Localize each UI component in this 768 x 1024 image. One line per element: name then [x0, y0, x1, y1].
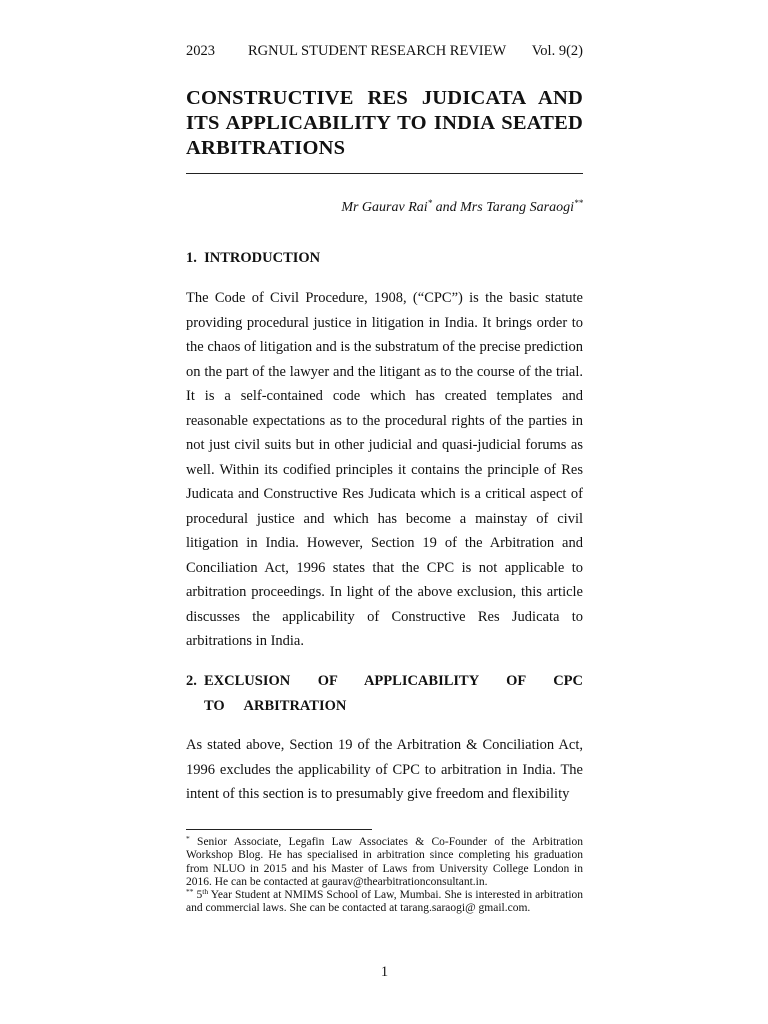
section-2-heading [186, 669, 583, 718]
footnotes [186, 836, 583, 916]
header-year: 2023 [186, 43, 215, 59]
author-joiner: and [432, 200, 461, 215]
section-2-title: EXCLUSION OF APPLICABILITY OF CPC TO ARBITRATION [204, 673, 583, 714]
header-volume: Vol. 9(2) [531, 43, 583, 59]
author-1-name: Mr Gaurav Rai [341, 200, 428, 215]
author-2-footnote-mark[interactable]: ** [574, 198, 583, 208]
section-2-number: 2. [186, 673, 197, 689]
article-title: CONSTRUCTIVE RES JUDICATA AND ITS APPLICABILITY TO INDIA SEATED ARBITRATIONS [186, 87, 583, 159]
section-1-paragraph: The Code of Civil Procedure, 1908, (“CPC”) is the basic statute providing procedural justice in litigation in India. It brings order to the chaos of litigation and is the substratum of the precise prediction on the part of the lawyer and the litigant as to the course of the trial. It is a self-contained code which has created templates and reasonable expectations as to the procedural rights of the parties in not just civil suits but in other judicial and quasi-judicial forums as well. Within its codified principles it contains the principle of Res Judicata and Constructive Res Judicata which is a critical aspect of procedural justice and which has become a mainstay of civil litigation in India. However, Section 19 of the Arbitration and Conciliation Act, 1996 states that the CPC is not applicable to arbitration proceedings. In light of the above exclusion, this article discusses the applicability of Constructive Res Judicata to arbitrations in India. [186, 290, 583, 649]
header-journal-name: RGNUL STUDENT RESEARCH REVIEW [248, 43, 507, 59]
footnote-1 [186, 836, 583, 889]
footnote-2-ordinal-suffix: th [202, 887, 209, 897]
journal-page [186, 0, 583, 1024]
section-2-paragraph: As stated above, Section 19 of the Arbitration & Conciliation Act, 1996 excludes the applicability of CPC to arbitration in India. The intent of this section is to presumably give freedom and flexibility [186, 737, 583, 802]
footnote-1-text: Senior Associate, Legafin Law Associates & Co-Founder of the Arbitration Workshop Blog. He has specialised in arbitration since completing his graduation from NLUO in 2015 and his Master of Laws from University College London in 2016. He can be contacted at gaurav@thearbitrationconsultant.in. [186, 836, 583, 888]
section-1-heading [186, 246, 583, 271]
footnote-2 [186, 889, 583, 916]
author-2-name: Mrs Tarang Saraogi [460, 200, 574, 215]
running-header [186, 41, 583, 61]
title-divider [186, 173, 583, 174]
section-1-number: 1. [186, 250, 197, 266]
footnote-2-text: Year Student at NMIMS School of Law, Mumbai. She is interested in arbitration and commercial laws. She can be contacted at tarang.saraogi@ gmail.com. [186, 889, 584, 915]
author-1-footnote-mark[interactable]: * [427, 198, 433, 208]
page-number: 1 [380, 964, 389, 980]
footnote-divider [186, 829, 372, 830]
footnote-2-ordinal-number: 5 [196, 889, 203, 902]
section-1-title: INTRODUCTION [204, 250, 321, 266]
footnote-2-mark: ** [186, 887, 194, 897]
author-line [341, 199, 583, 217]
footnote-1-mark: * [186, 834, 190, 843]
